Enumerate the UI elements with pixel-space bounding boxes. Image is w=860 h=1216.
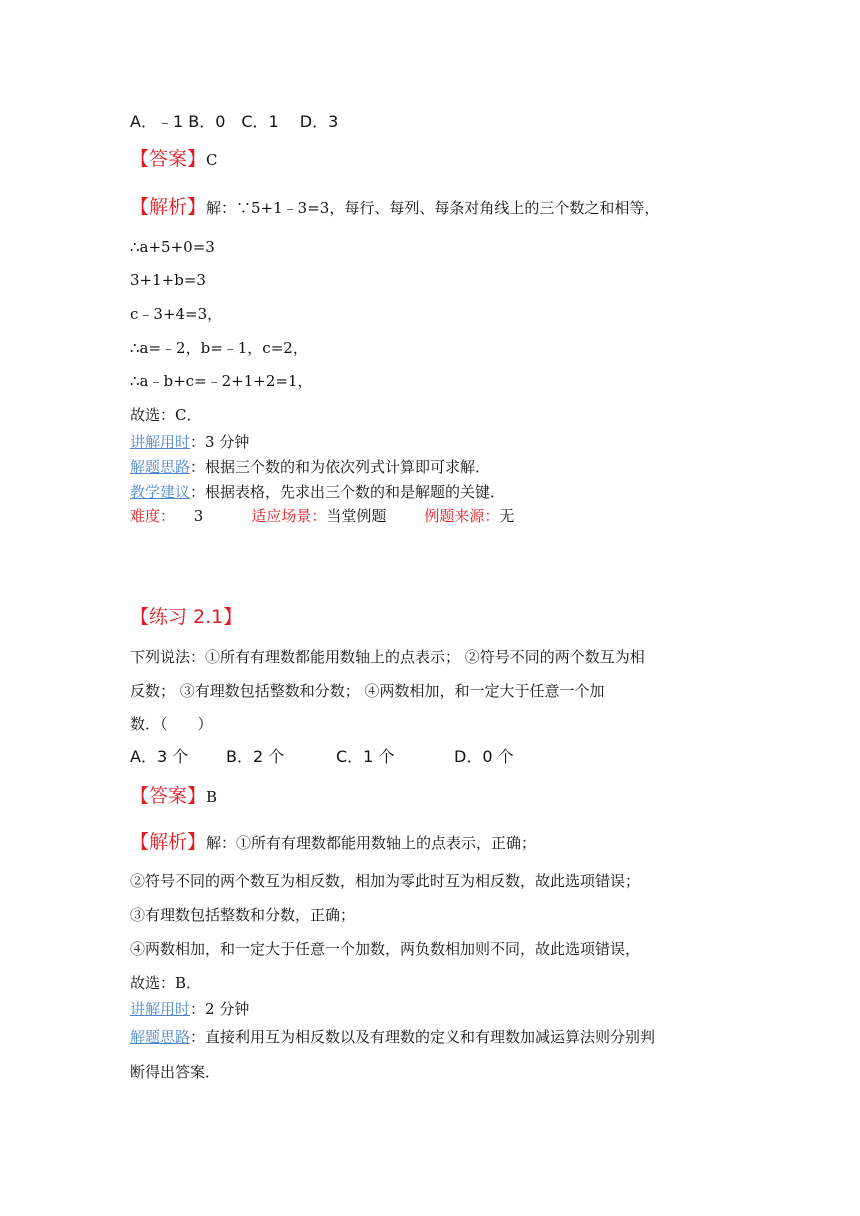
practice-options: [130, 746, 514, 768]
time-value: ：3 分钟: [190, 433, 250, 451]
time-row: [130, 431, 249, 453]
example-answer: [130, 148, 218, 171]
question-line: 反数； ③有理数包括整数和分数； ④两数相加，和一定大于任意一个加: [130, 682, 605, 700]
advice-label: 教学建议: [130, 483, 191, 501]
analysis-line: ②符号不同的两个数互为相反数，相加为零此时互为相反数，故此选项错误；: [130, 872, 641, 890]
practice-title: 【练习 2.1】: [130, 606, 243, 628]
answer-value: C: [206, 151, 218, 169]
idea-label: 解题思路: [130, 458, 191, 476]
analysis-tag: 【解析】: [130, 831, 207, 853]
question-line: 下列说法：①所有有理数都能用数轴上的点表示； ②符号不同的两个数互为相: [130, 648, 645, 666]
time-value: ：2 分钟: [190, 1000, 250, 1018]
scene-label: 适应场景：: [251, 507, 327, 525]
difficulty-label: 难度：: [130, 507, 176, 525]
idea-value: ：直接利用互为相反数以及有理数的定义和有理数加减运算法则分别判: [190, 1028, 656, 1046]
meta-row: [130, 505, 514, 527]
answer-tag: 【答案】: [130, 148, 207, 170]
time-row: [130, 998, 249, 1020]
scene-value: 当堂例题: [326, 507, 387, 525]
option-c: C．1 个: [336, 747, 395, 766]
idea-continuation: 断得出答案．: [130, 1063, 221, 1081]
analysis-line: ④两数相加，和一定大于任意一个加数，两负数相加则不同，故此选项错误，: [130, 940, 641, 958]
analysis-line: 解：①所有有理数都能用数轴上的点表示，正确；: [206, 834, 537, 852]
option-a: A．3 个: [130, 747, 189, 766]
analysis-line: 3+1+b=3: [130, 271, 206, 289]
source-value: 无: [499, 507, 515, 525]
idea-row: [130, 1026, 655, 1048]
time-label: 讲解用时: [130, 1000, 191, 1018]
answer-tag: 【答案】: [130, 785, 207, 807]
advice-row: [130, 481, 505, 503]
difficulty-value: 3: [193, 507, 204, 525]
analysis-line: ∴a=﹣2，b=﹣1，c=2，: [130, 339, 308, 357]
idea-row: [130, 456, 490, 478]
analysis-line: ∴a﹣b+c=﹣2+1+2=1，: [130, 372, 313, 390]
analysis-line: ∴a+5+0=3: [130, 238, 215, 256]
answer-value: B: [206, 788, 218, 806]
analysis-line: 解：∵5+1﹣3=3，每行、每列、每条对角线上的三个数之和相等，: [206, 199, 660, 217]
option-b: B．2 个: [226, 747, 285, 766]
analysis-tag: 【解析】: [130, 196, 207, 218]
advice-value: ：根据表格，先求出三个数的和是解题的关键．: [190, 483, 506, 501]
example-options: A．﹣1 B．0 C．1 D．3: [130, 112, 339, 131]
analysis-line: c﹣3+4=3，: [130, 305, 223, 323]
time-label: 讲解用时: [130, 433, 191, 451]
example-analysis-first: [130, 196, 659, 219]
practice-answer: [130, 785, 217, 808]
practice-analysis-first: [130, 831, 536, 854]
source-label: 例题来源：: [424, 507, 500, 525]
question-line: 数．（ ）: [130, 715, 213, 733]
analysis-line: 故选：C．: [130, 406, 202, 424]
idea-label: 解题思路: [130, 1028, 191, 1046]
idea-value: ：根据三个数的和为依次列式计算即可求解．: [190, 458, 491, 476]
option-d: D．0 个: [454, 747, 514, 766]
analysis-line: ③有理数包括整数和分数，正确；: [130, 906, 356, 924]
analysis-line: 故选：B．: [130, 974, 202, 992]
